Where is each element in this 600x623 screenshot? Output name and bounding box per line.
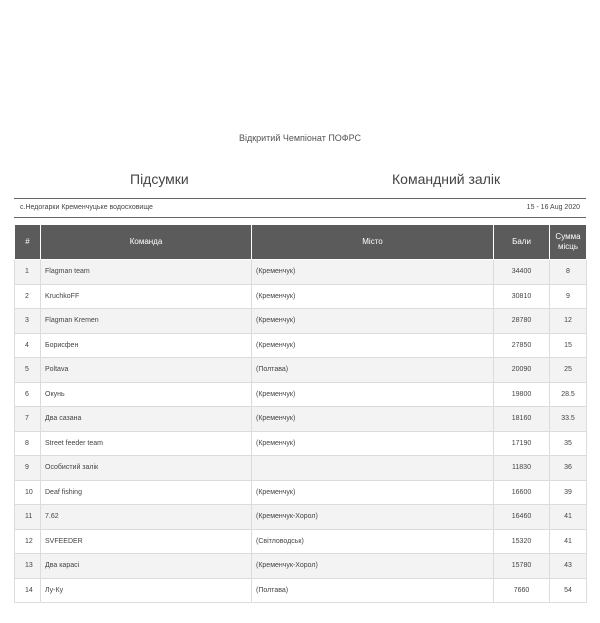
place-sum-cell: 28.5 (550, 382, 587, 407)
rank-cell: 12 (15, 529, 41, 554)
place-sum-cell: 15 (550, 333, 587, 358)
team-cell: Окунь (41, 382, 252, 407)
event-date: 15 - 16 Aug 2020 (526, 204, 580, 211)
rank-cell: 11 (15, 505, 41, 530)
points-cell: 7660 (494, 578, 550, 603)
points-cell: 17190 (494, 431, 550, 456)
team-cell: Два сазана (41, 407, 252, 432)
col-header-points: Бали (494, 225, 550, 260)
points-cell: 28780 (494, 309, 550, 334)
points-cell: 20090 (494, 358, 550, 383)
place-sum-cell: 8 (550, 260, 587, 285)
table-row (15, 456, 587, 481)
place-sum-cell: 9 (550, 284, 587, 309)
event-title: Відкритий Чемпіонат ПОФРС (238, 133, 362, 143)
city-cell: (Полтава) (252, 358, 494, 383)
table-row (15, 578, 587, 603)
table-row (15, 529, 587, 554)
city-cell: (Кременчук-Хорол) (252, 505, 494, 530)
col-header-place-sum: Сумма місць (550, 225, 587, 260)
rank-cell: 14 (15, 578, 41, 603)
rank-cell: 3 (15, 309, 41, 334)
points-cell: 18160 (494, 407, 550, 432)
team-standings-heading: Командний залік (392, 171, 501, 187)
points-cell: 16460 (494, 505, 550, 530)
team-cell: Борисфен (41, 333, 252, 358)
place-sum-cell: 35 (550, 431, 587, 456)
rank-cell: 6 (15, 382, 41, 407)
points-cell: 19800 (494, 382, 550, 407)
results-heading: Підсумки (130, 171, 189, 187)
points-cell: 15780 (494, 554, 550, 579)
col-header-team: Команда (41, 225, 252, 260)
place-sum-cell: 33.5 (550, 407, 587, 432)
team-cell: Deaf fishing (41, 480, 252, 505)
col-header-rank: # (15, 225, 41, 260)
place-sum-cell: 25 (550, 358, 587, 383)
city-cell: (Кременчук) (252, 284, 494, 309)
rank-cell: 4 (15, 333, 41, 358)
table-header-row (15, 225, 587, 260)
place-sum-cell: 54 (550, 578, 587, 603)
team-cell: Street feeder team (41, 431, 252, 456)
team-cell: Особистий залік (41, 456, 252, 481)
city-cell (252, 456, 494, 481)
city-cell: (Кременчук) (252, 431, 494, 456)
city-cell: (Полтава) (252, 578, 494, 603)
rank-cell: 5 (15, 358, 41, 383)
rank-cell: 7 (15, 407, 41, 432)
team-cell: Flagman team (41, 260, 252, 285)
points-cell: 11830 (494, 456, 550, 481)
table-row (15, 333, 587, 358)
points-cell: 16600 (494, 480, 550, 505)
rank-cell: 2 (15, 284, 41, 309)
city-cell: (Кременчук) (252, 407, 494, 432)
place-sum-cell: 36 (550, 456, 587, 481)
place-sum-cell: 41 (550, 529, 587, 554)
rank-cell: 9 (15, 456, 41, 481)
city-cell: (Кременчук) (252, 480, 494, 505)
table-row (15, 309, 587, 334)
points-cell: 34400 (494, 260, 550, 285)
place-sum-cell: 41 (550, 505, 587, 530)
city-cell: (Кременчук) (252, 333, 494, 358)
table-row (15, 382, 587, 407)
team-cell: Poltava (41, 358, 252, 383)
points-cell: 30810 (494, 284, 550, 309)
city-cell: (Світловодськ) (252, 529, 494, 554)
team-cell: Flagman Kremen (41, 309, 252, 334)
table-row (15, 480, 587, 505)
table-row (15, 431, 587, 456)
table-row (15, 407, 587, 432)
team-cell: Два карасі (41, 554, 252, 579)
table-row (15, 260, 587, 285)
points-cell: 27850 (494, 333, 550, 358)
place-sum-cell: 39 (550, 480, 587, 505)
col-header-city: Місто (252, 225, 494, 260)
table-row (15, 358, 587, 383)
results-table (14, 224, 587, 603)
city-cell: (Кременчук-Хорол) (252, 554, 494, 579)
points-cell: 15320 (494, 529, 550, 554)
city-cell: (Кременчук) (252, 382, 494, 407)
rank-cell: 8 (15, 431, 41, 456)
team-cell: 7.62 (41, 505, 252, 530)
table-row (15, 284, 587, 309)
city-cell: (Кременчук) (252, 260, 494, 285)
team-cell: SVFEEDER (41, 529, 252, 554)
event-info-bar (14, 198, 586, 218)
city-cell: (Кременчук) (252, 309, 494, 334)
rank-cell: 10 (15, 480, 41, 505)
team-cell: KruchkoFF (41, 284, 252, 309)
place-sum-cell: 12 (550, 309, 587, 334)
rank-cell: 1 (15, 260, 41, 285)
table-row (15, 554, 587, 579)
rank-cell: 13 (15, 554, 41, 579)
team-cell: Лу-Ку (41, 578, 252, 603)
table-row (15, 505, 587, 530)
event-location: с.Недогарки Кременчуцьке водосховище (20, 204, 153, 211)
place-sum-cell: 43 (550, 554, 587, 579)
